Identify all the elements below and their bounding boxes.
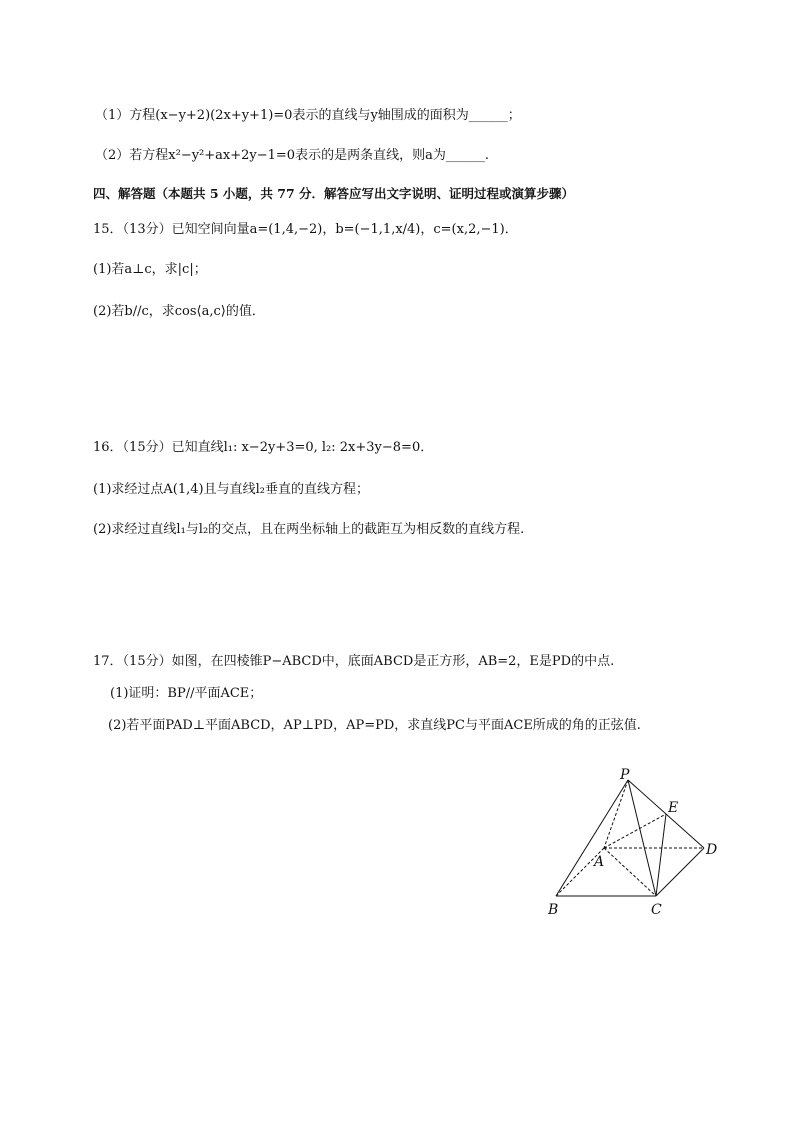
edge-CE [656, 814, 666, 896]
q16-part1: (1)求经过点A(1,4)且与直线l₂垂直的直线方程； [93, 482, 369, 497]
q17-part1: (1)证明：BP//平面ACE； [110, 686, 263, 701]
edge-PC [628, 780, 656, 896]
edge-AE [604, 814, 666, 848]
label-C: C [651, 902, 662, 918]
section-4-heading: 四、解答题（本题共 5 小题，共 77 分．解答应写出文字说明、证明过程或演算步骤） [93, 186, 575, 201]
label-B: B [548, 902, 559, 918]
edge-CD [656, 848, 704, 896]
q16-stem: 16．（15分）已知直线l₁: x−2y+3=0, l₂: 2x+3y−8=0． [93, 440, 434, 455]
label-D: D [706, 842, 718, 858]
label-E: E [668, 800, 679, 816]
pyramid-figure [540, 764, 730, 924]
label-P: P [620, 767, 630, 783]
q14-part2: （2）若方程x²−y²+ax+2y−1=0表示的是两条直线，则a为______. [95, 148, 489, 163]
q14-part1: （1）方程(x−y+2)(2x+y+1)=0表示的直线与y轴围成的面积为______； [95, 108, 521, 123]
q15-part1: (1)若a⊥c，求|c|； [93, 262, 207, 277]
edge-AC [604, 848, 656, 896]
q15-part2: (2)若b//c，求cos⟨a,c⟩的值． [93, 304, 265, 319]
edge-PA [604, 780, 628, 848]
label-A: A [594, 854, 605, 870]
q17-part2: (2)若平面PAD⊥平面ABCD，AP⊥PD，AP=PD，求直线PC与平面ACE所成的角的正弦值. [108, 718, 641, 733]
q17-stem: 17．（15分）如图，在四棱锥P−ABCD中，底面ABCD是正方形，AB=2，E是PD的中点. [93, 654, 615, 669]
q15-stem: 15．（13分）已知空间向量a=(1,4,−2)，b=(−1,1,x/4)，c=(x,2,−1)． [93, 222, 518, 237]
q16-part2: (2)求经过直线l₁与l₂的交点，且在两坐标轴上的截距互为相反数的直线方程. [93, 522, 525, 537]
edge-PB [556, 780, 628, 896]
